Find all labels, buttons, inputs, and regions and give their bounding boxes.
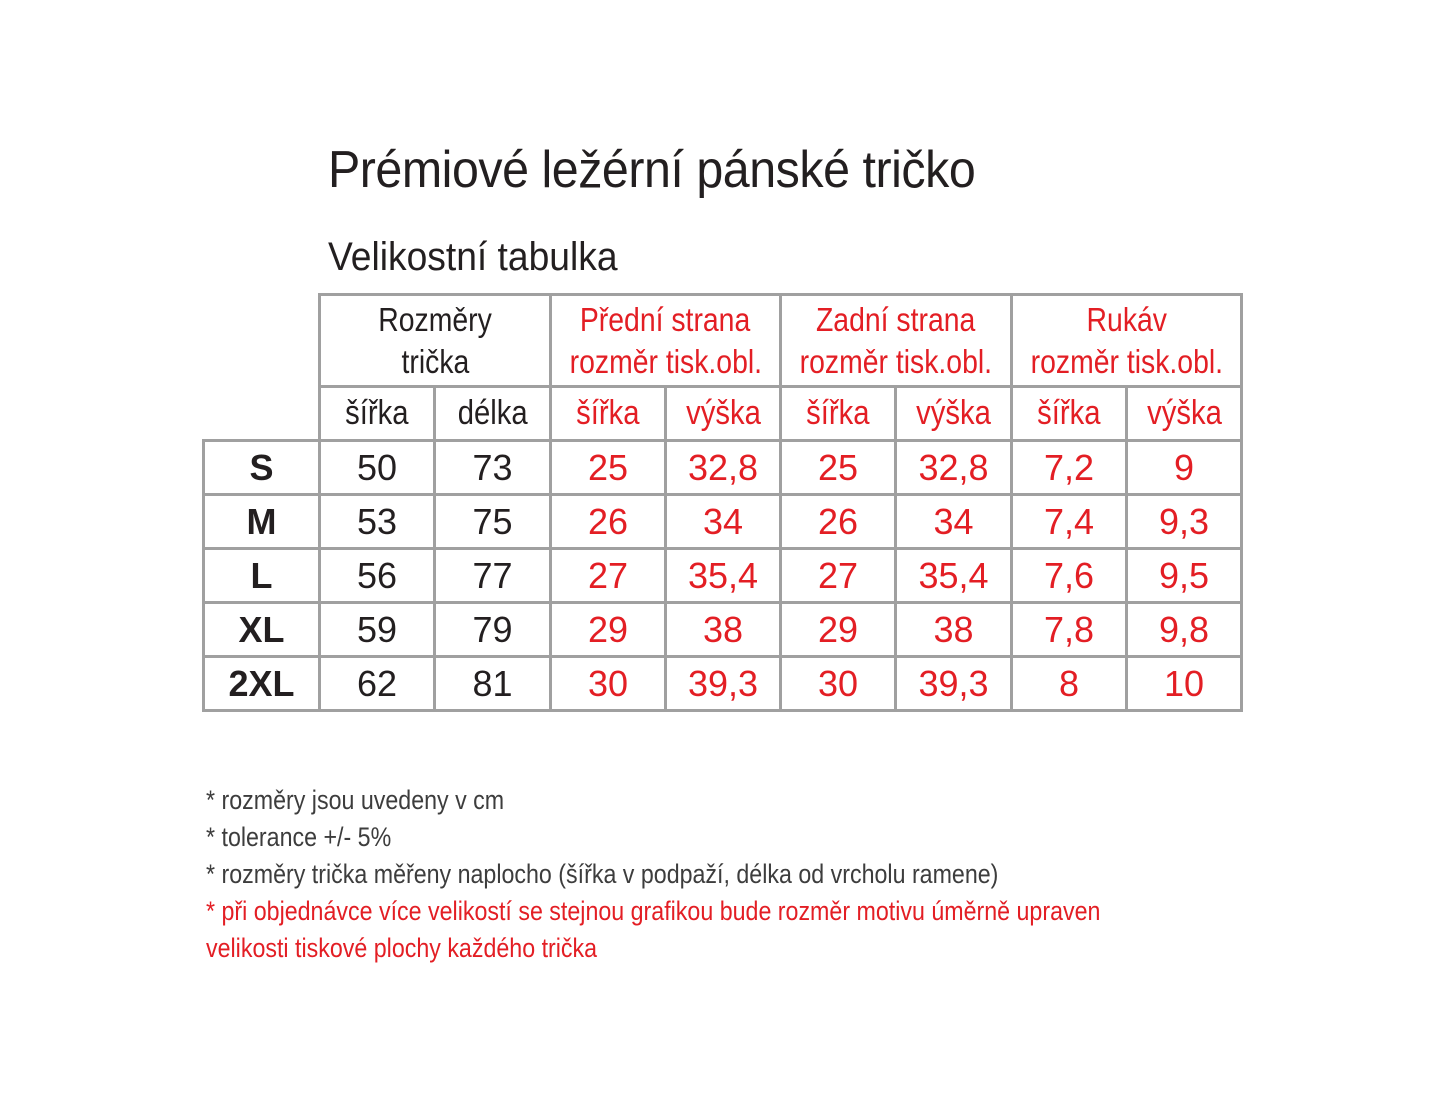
table-cell: 30 [549,655,667,712]
table-cell: 56 [318,547,436,604]
note-multi-size-line1: * při objednávce více velikostí se stejnou grafikou bude rozměr motivu úměrně upraven [206,896,1101,926]
table-cell: 30 [779,655,897,712]
page-subtitle: Velikostní tabulka [328,235,618,279]
table-cell: 8 [1010,655,1128,712]
group-header-line2: rozměr tisk.obl. [1030,342,1223,380]
table-cell: 75 [433,493,552,550]
group-header [318,293,552,388]
table-cell: 73 [433,439,552,496]
size-label: M [202,493,321,550]
table-cell: 34 [894,493,1013,550]
table-cell: 39,3 [664,655,782,712]
table-cell: 38 [894,601,1013,658]
table-cell: 77 [433,547,552,604]
table-cell: 25 [779,439,897,496]
table-cell: 81 [433,655,552,712]
note-measurement: * rozměry trička měřeny naplocho (šířka v podpaží, délka od vrcholu ramene) [206,859,999,889]
table-cell: 59 [318,601,436,658]
table-cell: 62 [318,655,436,712]
group-header-line1: Zadní strana [816,300,976,338]
column-subheader-label: výška [916,394,991,432]
group-header [779,293,1013,388]
group-header-line2: rozměr tisk.obl. [799,342,993,380]
column-subheader-label: výška [1146,394,1222,432]
column-subheader-label: šířka [576,394,640,432]
table-cell: 9 [1125,439,1243,496]
column-subheader [433,385,552,442]
note-tolerance: * tolerance +/- 5% [206,822,392,852]
column-subheader [1010,385,1128,442]
column-subheader [894,385,1013,442]
table-cell: 7,6 [1010,547,1128,604]
table-cell: 38 [664,601,782,658]
group-header-line1: Rukáv [1086,300,1167,338]
column-subheader-label: délka [457,394,528,432]
table-cell: 29 [549,601,667,658]
table-cell: 27 [549,547,667,604]
table-cell: 7,4 [1010,493,1128,550]
page-title: Prémiové ležérní pánské tričko [328,141,976,199]
group-header [1010,293,1243,388]
table-cell: 26 [549,493,667,550]
table-cell: 9,3 [1125,493,1243,550]
table-cell: 35,4 [664,547,782,604]
table-cell: 7,2 [1010,439,1128,496]
column-subheader-label: šířka [345,394,409,432]
column-subheader-label: výška [685,394,761,432]
group-header-line2: trička [401,342,469,380]
group-header-line1: Přední strana [580,300,751,338]
table-cell: 50 [318,439,436,496]
note-multi-size-line2: velikosti tiskové plochy každého trička [206,933,598,963]
table-cell: 53 [318,493,436,550]
table-cell: 39,3 [894,655,1013,712]
note-units: * rozměry jsou uvedeny v cm [206,785,505,815]
size-label: XL [202,601,321,658]
table-cell: 10 [1125,655,1243,712]
table-cell: 27 [779,547,897,604]
table-cell: 79 [433,601,552,658]
table-cell: 9,5 [1125,547,1243,604]
table-cell: 29 [779,601,897,658]
table-cell: 25 [549,439,667,496]
size-label: S [202,439,321,496]
table-cell: 7,8 [1010,601,1128,658]
size-label: 2XL [202,655,321,712]
column-subheader [664,385,782,442]
table-cell: 32,8 [664,439,782,496]
group-header-line2: rozměr tisk.obl. [569,342,762,380]
table-cell: 35,4 [894,547,1013,604]
notes [206,782,1100,967]
table-cell: 9,8 [1125,601,1243,658]
group-header [549,293,782,388]
column-subheader-label: šířka [1037,394,1101,432]
column-subheader [779,385,897,442]
table-cell: 32,8 [894,439,1013,496]
column-subheader-label: šířka [806,394,870,432]
column-subheader [1125,385,1243,442]
size-label: L [202,547,321,604]
column-subheader [318,385,436,442]
group-header-line1: Rozměry [378,300,492,338]
table-cell: 34 [664,493,782,550]
column-subheader [549,385,667,442]
table-cell: 26 [779,493,897,550]
